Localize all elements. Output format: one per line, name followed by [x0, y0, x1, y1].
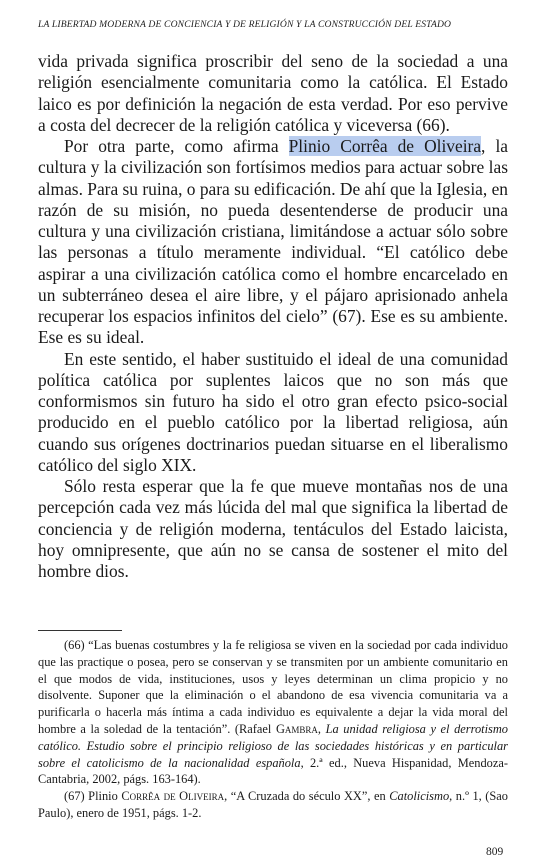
footnote-66-author: Gambra [275, 721, 318, 736]
paragraph-4: Sólo resta esperar que la fe que mueve montañas nos de una percepción cada vez más lúcida del mal que significa la libertad de conciencia y de religión moderna, tentáculos del Estado laicista, hoy omnipresente, que aún no se cansa de sostener el mito del hombre dios. [38, 476, 508, 581]
footnote-67-tail: , n.º 1, (Sao Paulo), enero de 1951, págs. 1-2. [38, 789, 508, 820]
footnotes [38, 637, 508, 822]
paragraph-3: En este sentido, el haber sustituido el ideal de una comunidad política católica por suplentes laicos que no son más que conformismos sin futuro ha sido el otro gran efecto psico-social producido en el pueblo católico por la libertad religiosa, aún cuando sus orígenes doctrinarios puedan situarse en el liberalismo católico del siglo XIX. [38, 348, 508, 475]
paragraph-1: vida privada significa proscribir del seno de la sociedad a una religión esencialmente comunitaria como la católica. El Estado laico es por definición la negación de esta verdad. Por eso pervive a costa del decrecer de la religión católica y viceversa (66). [38, 51, 508, 135]
footnote-66-tail: , 2.ª ed., Nueva Hispanidad, Mendoza-Cantabria, 2002, págs. 163-164). [38, 755, 508, 787]
footnote-separator [38, 630, 122, 631]
paragraph-2-rest: , la cultura y la civilización son fortísimos medios para actuar sobre las almas. Para su ruina, o para su edificación. De ahí que la Iglesia, en razón de su misión, no pueda desentenderse de producir una cultura y una civilización cristiana, limitándose a actuar sólo sobre las personas a título meramente individual. “El católico debe aspirar a una civilización católica como el hombre encarcelado en un subterráneo desea el aire libre, y el pájaro aprisionado anhela recuperar los espacios infinitos del cielo” (67). Ese es su ambiente. Ese es su ideal. [38, 136, 509, 348]
running-head: LA LIBERTAD MODERNA DE CONCIENCIA Y DE RELIGIÓN Y LA CONSTRUCCIÓN DEL ESTADO [38, 19, 452, 30]
page-number: 809 [486, 846, 504, 858]
paragraph-2-start: Por otra parte, como afirma [64, 136, 289, 156]
footnote-66-title: La unidad religiosa y el derrotismo católico. Estudio sobre el principio religioso de las sociedades históricas y en particular sobre el catolicismo de la nacionalidad española [38, 721, 508, 770]
footnote-66-text: (66) “Las buenas costumbres y la fe religiosa se viven en la sociedad por cada individuo que las practique o posea, pero se conservan y se transmiten por un ambiente comunitario en el que modos de vida, instituciones, usos y leyes determinan un clima propicio y no disolvente. Suponer que la eliminación o el abandono de esa vivencia comunitaria va a purificarla o hacerla más íntima a cada individuo es equivalente a dejar la vida moral del hombre a la soledad de la tentación”. (Rafael [38, 638, 508, 736]
footnote-67-mid: , “A Cruzada do século XX”, en [224, 789, 390, 804]
paragraph-2 [38, 136, 508, 349]
footnote-67-author: Corrêa de Oliveira [121, 789, 225, 804]
footnote-66-separator: , [317, 721, 326, 736]
footnote-67-start: (67) Plinio [64, 789, 122, 804]
footnote-66 [38, 637, 508, 788]
footnote-67 [38, 788, 508, 822]
highlighted-author-name[interactable]: Plinio Corrêa de Oliveira [288, 136, 482, 156]
body-text [38, 51, 508, 582]
footnote-67-journal: Catolicismo [389, 789, 450, 804]
